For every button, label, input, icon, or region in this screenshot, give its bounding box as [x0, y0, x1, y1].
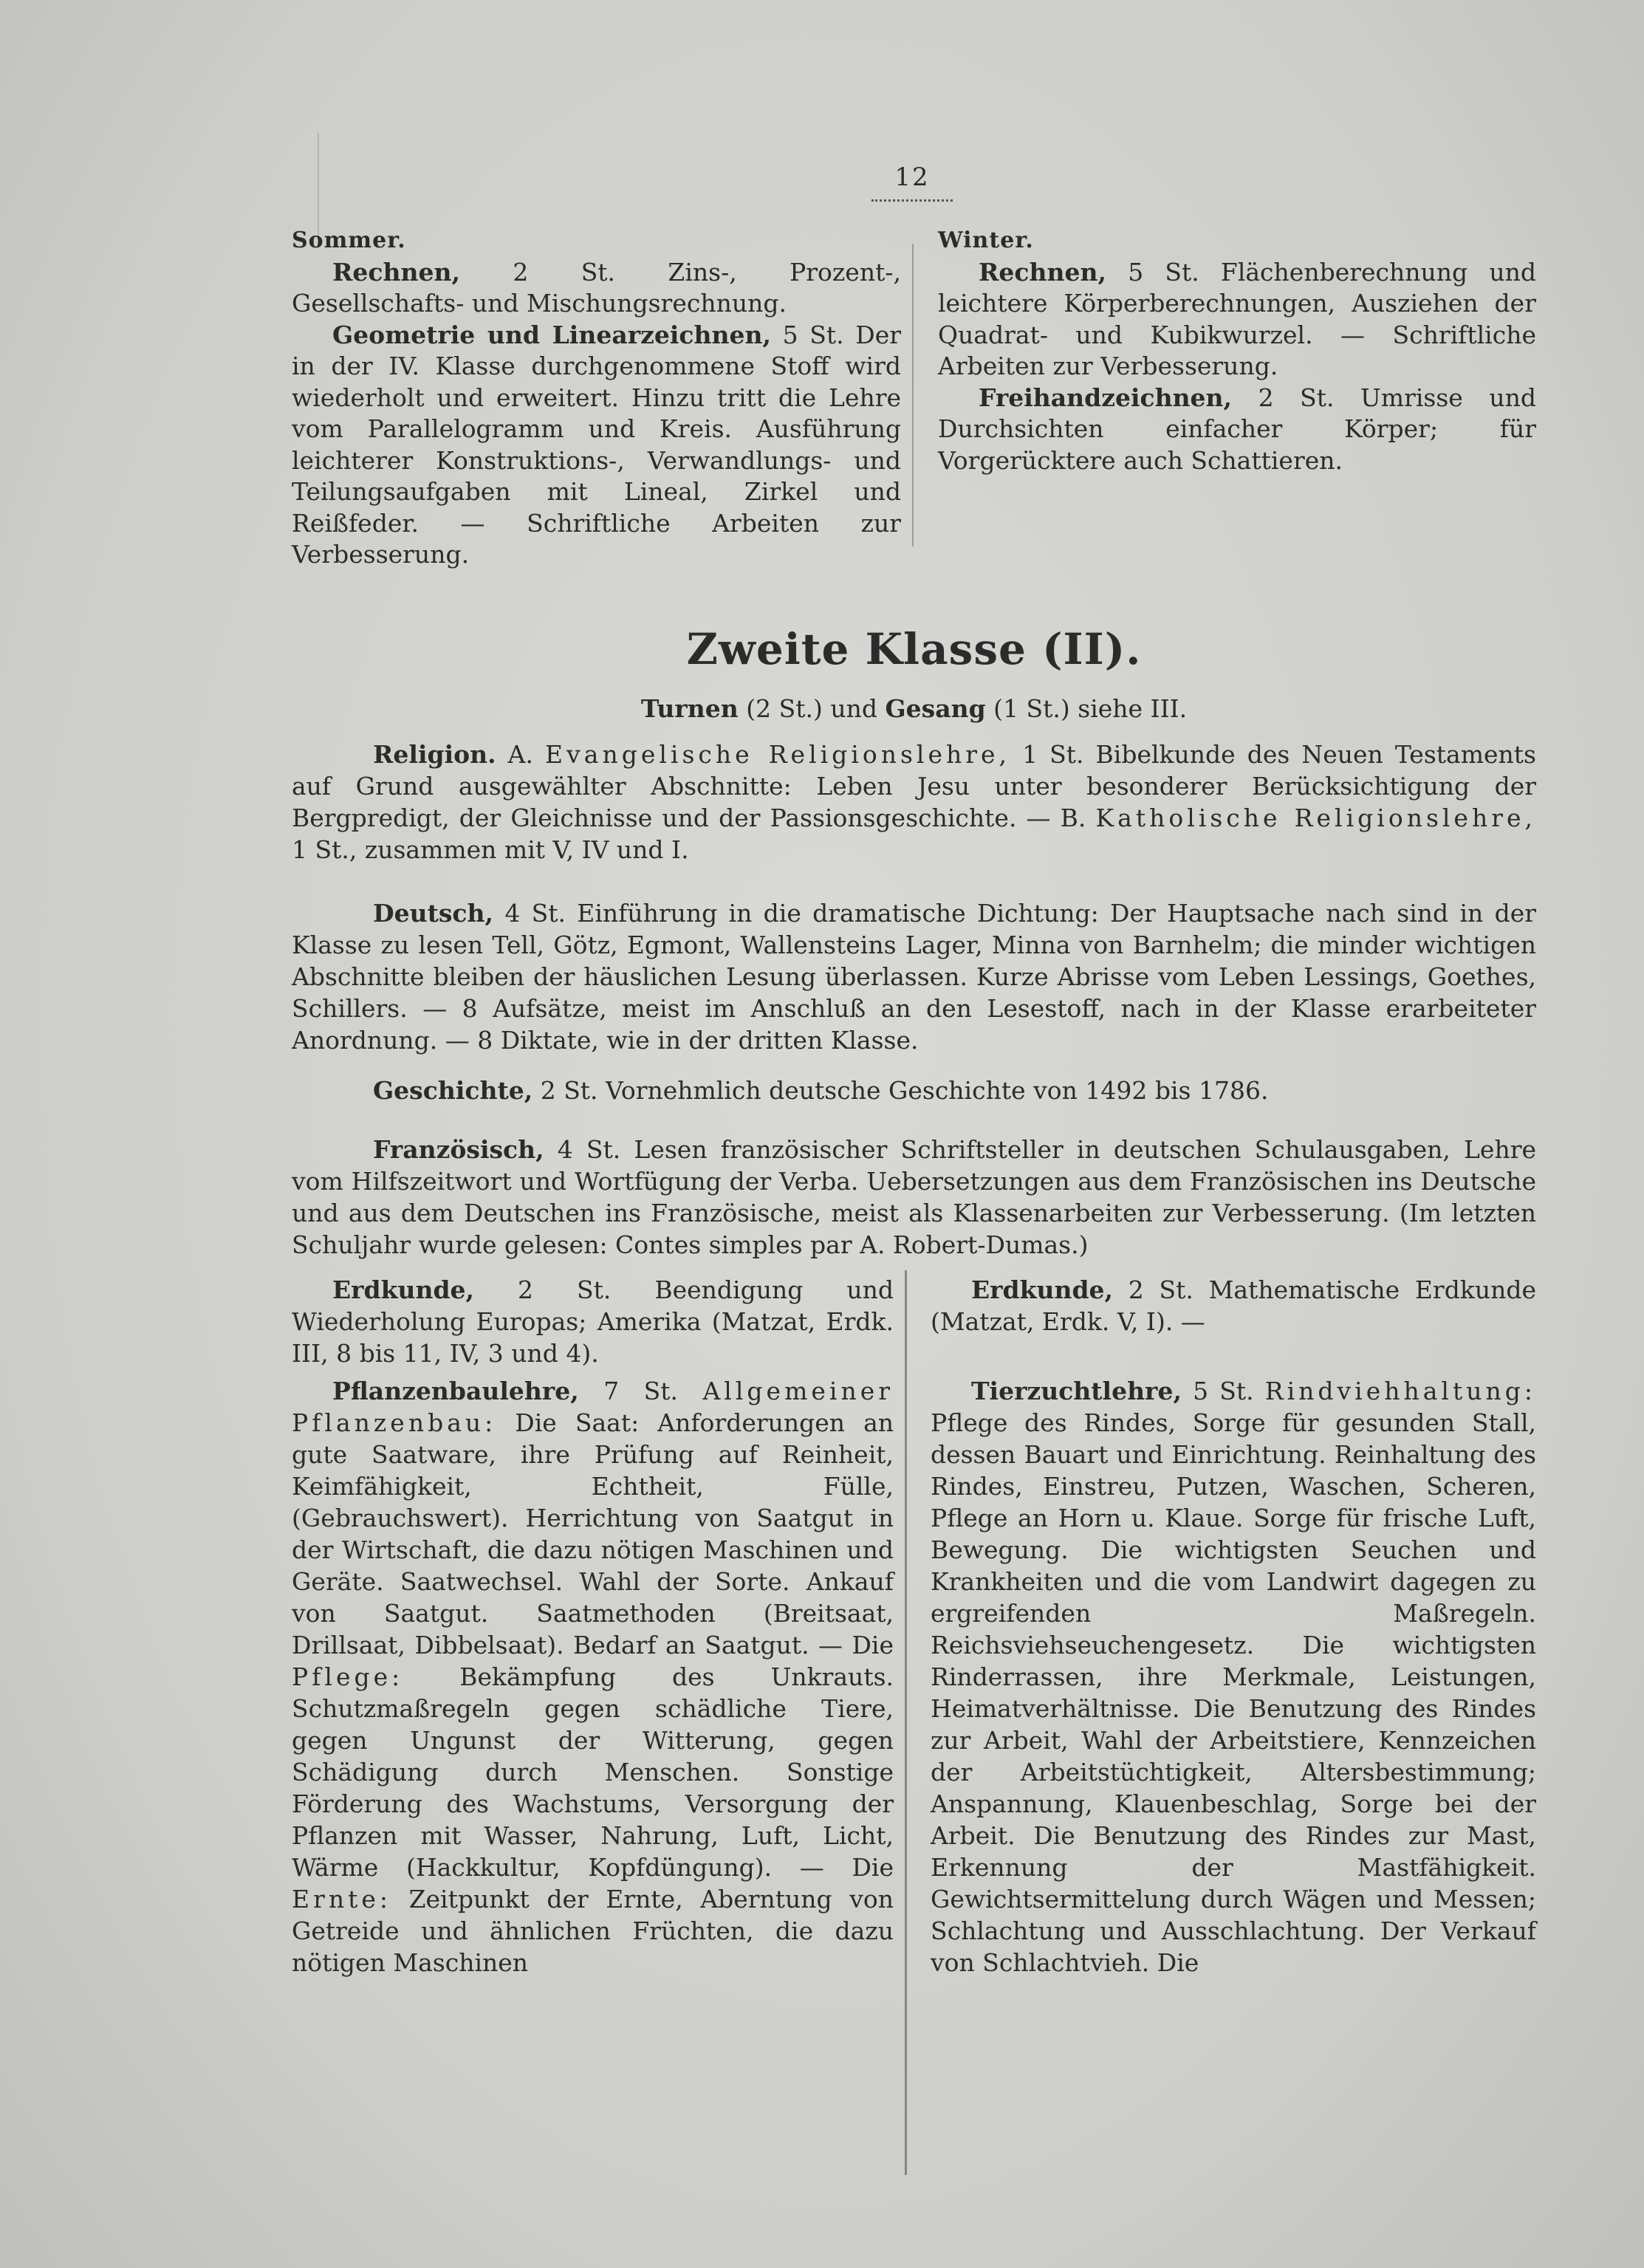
religion-text-2: 1 St., zusammen mit V, IV und I.	[292, 835, 689, 864]
gesang-end: (1 St.) siehe III.	[993, 694, 1188, 723]
deutsch-text: 4 St. Einführung in die dramatische Dichtung: Der Hauptsache nach sind in der Klasse zu lesen Tell, Götz, Egmont, Wallensteins Lager, Minna von Barnhelm; die minder wichtigen Abschnitte bleiben der häuslichen Lesung überlassen. Kurze Abrisse vom Leben Lessings, Goethes, Schillers. — 8 Aufsätze, meist im Anschluß an den Lesestoff, nach in der Klasse erarbeiteter Anordnung. — 8 Diktate, wie in der dritten Klasse.	[292, 899, 1536, 1055]
tierzucht-text-2: Pflege des Rindes, Sorge für gesunden Stall, dessen Bauart und Einrichtung. Reinhaltung des Rindes, Einstreu, Putzen, Waschen, Scheren, Pflege an Horn u. Klaue. Sorge für frische Luft, Bewegung. Die wichtigsten Seuchen und Krankheiten und die vom Landwirt dagegen zu ergreifenden Maßregeln. Reichsviehseuchengesetz. Die wichtigsten Rinderrassen, ihre Merkmale, Leistungen, Heimatverhältnisse. Die Benutzung des Rindes zur Arbeit, Wahl der Arbeitstiere, Kennzeichen der Arbeitstüchtigkeit, Altersbestimmung; Anspannung, Klauenbeschlag, Sorge bei der Arbeit. Die Benutzung des Rindes zur Mast, Erkennung der Mastfähigkeit. Gewichtsermittelung durch Wägen und Messen; Schlachtung und Ausschlachtung. Der Verkauf von Schlachtvieh. Die	[931, 1408, 1536, 1977]
sommer-geometrie-label: Geometrie und Linearzeichnen,	[332, 320, 771, 349]
deutsch-label: Deutsch,	[373, 899, 494, 928]
winter-rechnen-text: 5 St. Flächenberechnung und leichtere Körperberechnungen, Ausziehen der Quadrat- und Kubikwurzel. — Schriftliche Arbeiten zur Verbesserung.	[938, 257, 1536, 380]
tierzucht-label: Tierzuchtlehre,	[971, 1377, 1182, 1405]
deutsch-section	[292, 897, 1536, 1056]
sommer-geometrie-text: 5 St. Der in der IV. Klasse durchgenommene Stoff wird wiederholt und erweitert. Hinzu tritt die Lehre vom Parallelogramm und Kreis. Ausführung leichterer Konstruktions-, Verwandlungs- und Teilungsaufgaben mit Lineal, Zirkel und Reißfeder. — Schriftliche Arbeiten zur Verbesserung.	[292, 320, 901, 569]
geschichte-label: Geschichte,	[373, 1076, 533, 1105]
pflanzenbau-text-4: Zeitpunkt der Ernte, Aberntung von Getreide und ähnlichen Früchten, die dazu nötigen Maschinen	[292, 1885, 894, 1977]
pflanzenbau-label: Pflanzenbaulehre,	[332, 1377, 579, 1405]
turnen-mid: (2 St.) und	[746, 694, 877, 723]
winter-title: Winter.	[938, 227, 1034, 253]
franzoesisch-paragraph	[292, 1134, 1536, 1261]
religion-label: Religion.	[373, 740, 496, 769]
tierzucht-spaced: Rindviehhaltung:	[1264, 1377, 1537, 1405]
franzoesisch-text: 4 St. Lesen französischer Schriftsteller in deutschen Schulausgaben, Lehre vom Hilfszeitwort und Wortfügung der Verba. Uebersetzungen aus dem Französischen ins Deutsche und aus dem Deutschen ins Französische, meist als Klassenarbeiten zur Verbesserung. (Im letzten Schuljahr wurde gelesen: Contes simples par A. Robert-Dumas.)	[292, 1135, 1536, 1259]
column-divider-bottom	[905, 1270, 907, 2175]
pflanzenbau-text-3: Bekämpfung des Unkrauts. Schutzmaßregeln gegen schädliche Tiere, gegen Ungunst der Witterung, gegen Schädigung durch Menschen. Sonstige Förderung des Wachstums, Versorgung der Pflanzen mit Wasser, Nahrung, Luft, Licht, Wärme (Hackkultur, Kopfdüngung). — Die	[292, 1662, 894, 1882]
erdkunde-right-paragraph	[931, 1274, 1536, 1337]
sommer-rechnen-paragraph	[292, 257, 901, 320]
religion-paragraph	[292, 739, 1536, 866]
sommer-rechnen-label: Rechnen,	[332, 257, 460, 287]
geschichte-text: 2 St. Vornehmlich deutsche Geschichte von 1492 bis 1786.	[540, 1076, 1269, 1105]
column-divider-top	[912, 244, 914, 547]
tierzucht-paragraph	[931, 1375, 1536, 1978]
class-heading: Zweite Klasse (II).	[686, 624, 1142, 674]
religion-a-title: Evangelische Religionslehre,	[545, 740, 1011, 769]
pflanzenbau-paragraph	[292, 1375, 894, 1978]
winter-column	[938, 225, 1536, 476]
geschichte-paragraph	[292, 1075, 1536, 1106]
winter-freihand-text: 2 St. Umrisse und Durchsichten einfacher Körper; für Vorgerücktere auch Schattieren.	[938, 383, 1536, 475]
winter-freihand-paragraph	[938, 383, 1536, 477]
erdkunde-left-label: Erdkunde,	[332, 1275, 475, 1304]
pflanzenbau-spaced-3: Ernte:	[292, 1885, 392, 1914]
sommer-geometrie-paragraph	[292, 320, 901, 571]
tierzucht-text-1: 5 St.	[1193, 1377, 1254, 1405]
erdkunde-right-text: 2 St. Mathematische Erdkunde (Matzat, Erdk. V, I). —	[931, 1275, 1536, 1336]
winter-freihand-label: Freihandzeichnen,	[979, 383, 1233, 412]
pflanzenbau-spaced-1: Allgemeiner Pflanzenbau:	[292, 1377, 894, 1437]
franzoesisch-section	[292, 1134, 1536, 1261]
erdkunde-right-label: Erdkunde,	[971, 1275, 1114, 1304]
page-number	[864, 162, 960, 202]
erdkunde-left-text: 2 St. Beendigung und Wiederholung Europas; Amerika (Matzat, Erdk. III, 8 bis 11, IV, 3 und 4).	[292, 1275, 894, 1368]
turnen-label: Turnen	[640, 694, 739, 723]
left-bottom-column	[292, 1274, 894, 1978]
erdkunde-left-paragraph	[292, 1274, 894, 1369]
religion-b-title: Katholische Religionslehre,	[1095, 804, 1537, 832]
religion-a-prefix: A.	[507, 740, 533, 769]
deutsch-paragraph	[292, 897, 1536, 1056]
turnen-gesang-line	[292, 694, 1536, 723]
religion-section	[292, 739, 1536, 866]
franzoesisch-label: Französisch,	[373, 1135, 544, 1164]
paper-scratch	[318, 133, 319, 236]
page-number-ornament	[871, 193, 953, 202]
gesang-label: Gesang	[885, 694, 986, 723]
sommer-title: Sommer.	[292, 227, 406, 253]
religion-text-1: 1 St. Bibelkunde des Neuen Testaments auf Grund ausgewählter Abschnitte: Leben Jesu unter besonderer Berücksichtigung der Bergpredigt, der Gleichnisse und der Passionsgeschichte. — B.	[292, 740, 1536, 832]
sommer-rechnen-text: 2 St. Zins-, Prozent-, Gesellschafts- und Mischungsrechnung.	[292, 257, 901, 318]
page-number-text: 12	[894, 162, 930, 192]
sommer-column	[292, 225, 901, 571]
pflanzenbau-text-1: 7 St.	[603, 1377, 679, 1405]
right-bottom-column	[931, 1274, 1536, 1978]
winter-rechnen-label: Rechnen,	[979, 257, 1106, 287]
geschichte-section	[292, 1075, 1536, 1106]
pflanzenbau-text-2: Die Saat: Anforderungen an gute Saatware, ihre Prüfung auf Reinheit, Keimfähigkeit, Echtheit, Fülle, (Gebrauchswert). Herrichtung von Saatgut in der Wirtschaft, die dazu nötigen Maschinen und Geräte. Saatwechsel. Wahl der Sorte. Ankauf von Saatgut. Saatmethoden (Breitsaat, Drillsaat, Dibbelsaat). Bedarf an Saatgut. — Die	[292, 1408, 894, 1659]
winter-rechnen-paragraph	[938, 257, 1536, 383]
pflanzenbau-spaced-2: Pflege:	[292, 1662, 404, 1691]
